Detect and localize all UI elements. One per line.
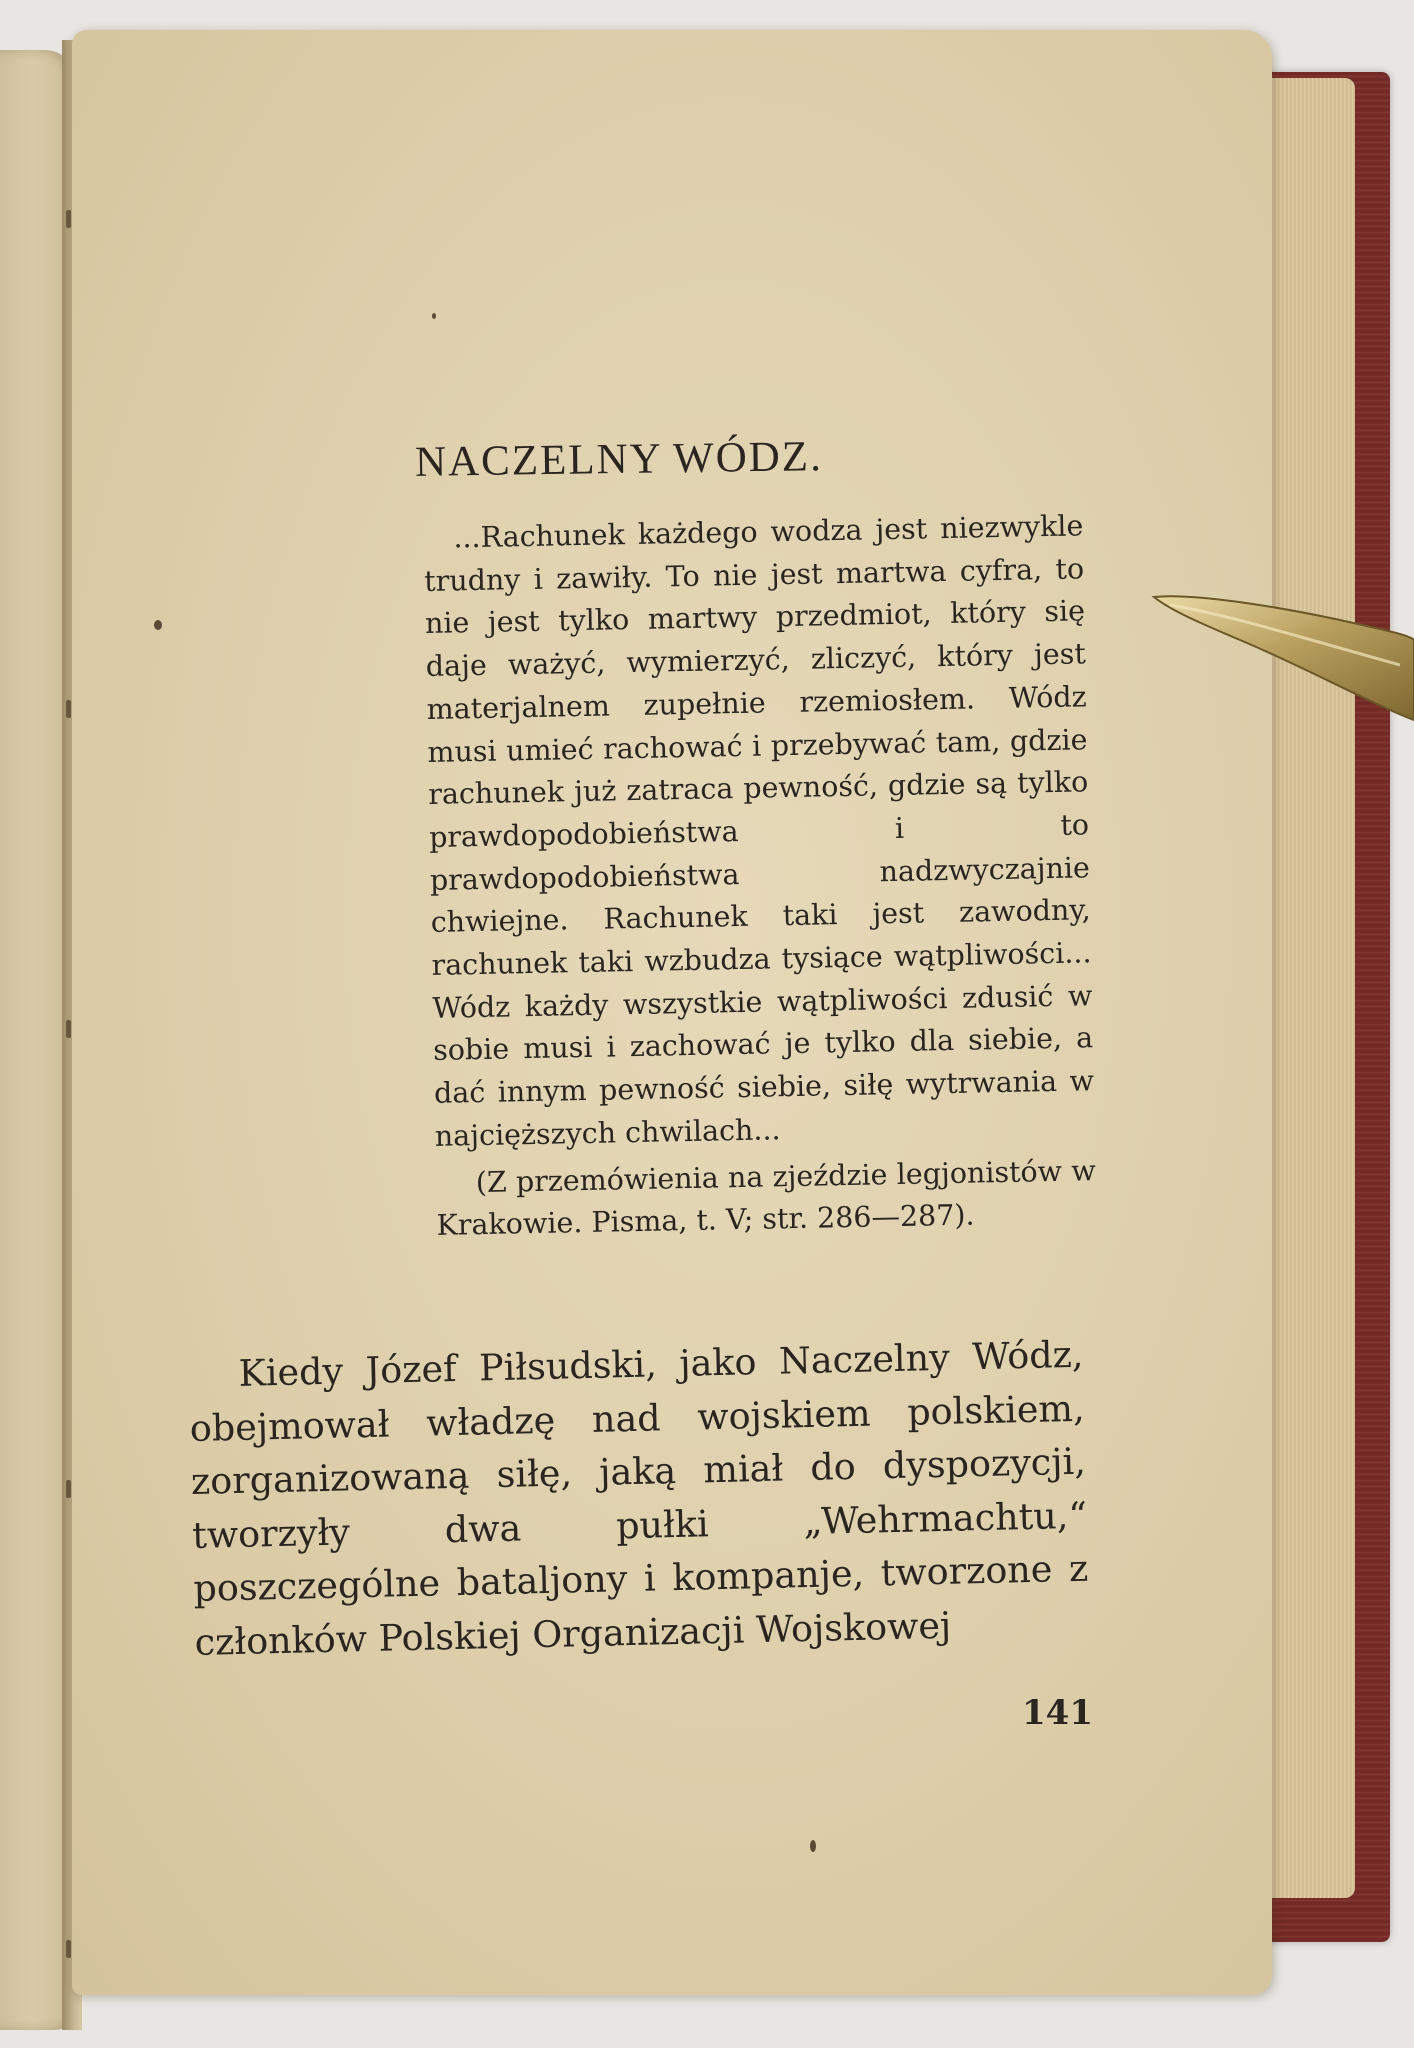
binding-stitch bbox=[66, 1940, 71, 1958]
quote-source: (Z przemówienia na zjeździe legjonistów w Krakowie. Pisma, t. V; str. 286—287). bbox=[436, 1153, 1096, 1243]
chapter-heading: NACZELNY WÓDZ. bbox=[414, 433, 824, 486]
binding-stitch bbox=[66, 700, 71, 718]
quote-block bbox=[423, 505, 1097, 1247]
body-paragraph: Kiedy Józef Piłsudski, jako Naczelny Wódz, obejmował władzę nad wojskiem polskiem, zorganizowaną siłę, jaką miał do dyspozycji, tworzyły dwa pułki „Wehrmachtu,“ poszczególne bataljony i kompanje, tworzone z członków Polskiej Organizacji Wojskowej bbox=[189, 1332, 1089, 1664]
binding-stitch bbox=[66, 210, 71, 228]
paper-speck bbox=[154, 620, 162, 630]
quote-paragraph: ...Rachunek każdego wodza jest niezwykle trudny i zawiły. To nie jest martwa cyfra, to nie jest tylko martwy przedmiot, który się daje ważyć, wymierzyć, zliczyć, który jest materjalnem zupełnie rzemiosłem. Wódz musi umieć rachować i przebywać tam, gdzie rachunek już zatraca pewność, gdzie są tylko prawdopodobieństwa i to prawdopodobieństwa nadzwyczajnie chwiejne. Rachunek taki jest zawodny, rachunek taki wzbudza tysiące wątpliwości... Wódz każdy wszystkie wątpliwości zdusić w sobie musi i zachować je tylko dla siebie, a dać innym pewność siebie, siłę wytrwania w najcięższych chwilach... bbox=[423, 509, 1095, 1153]
page-number: 141 bbox=[1022, 1693, 1093, 1733]
brass-bookmark bbox=[1150, 585, 1414, 735]
binding-stitch bbox=[66, 1480, 71, 1498]
binding-stitch bbox=[66, 1020, 71, 1038]
paper-speck bbox=[432, 313, 436, 319]
paper-speck bbox=[810, 1840, 816, 1852]
